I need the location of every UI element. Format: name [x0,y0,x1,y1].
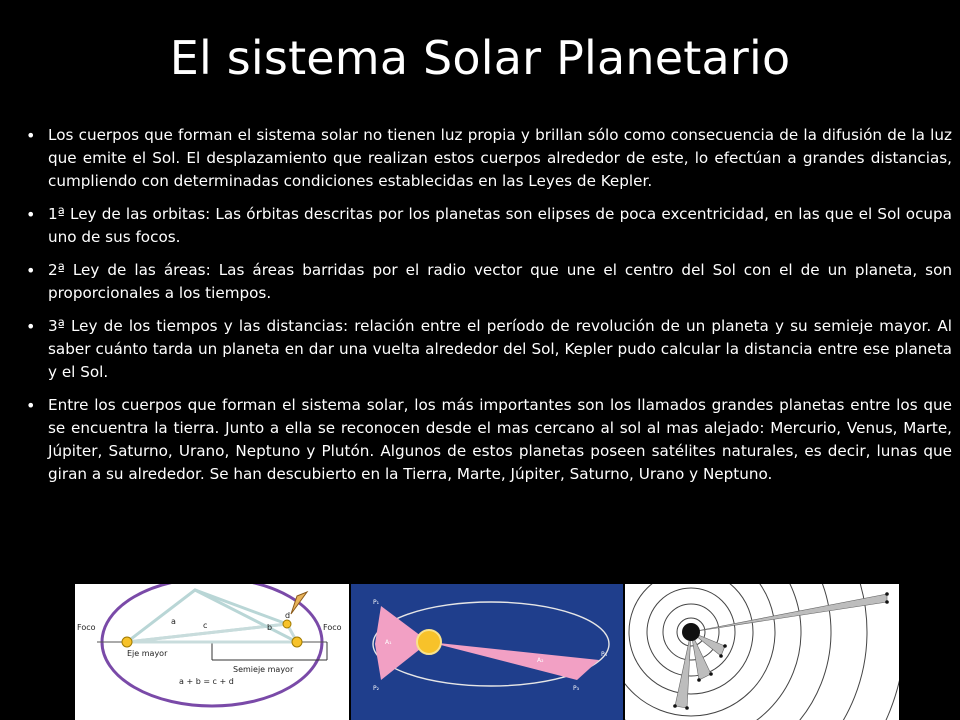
label-p1: P₁ [373,599,380,606]
slide-title: El sistema Solar Planetario [169,31,791,85]
equation-label: a + b = c + d [179,677,234,686]
label-semieje-mayor: Semieje mayor [233,665,294,674]
area-a2 [429,642,599,680]
bullet-text: 2ª Ley de las áreas: Las áreas barridas por el radio vector que une el centro del Sol con el de un planeta, son proporcionales a los tiempos. [48,261,952,302]
bullet-dot: • [26,126,36,145]
label-a: a [171,617,176,626]
bullet-text: Entre los cuerpos que forman el sistema solar, los más importantes son los llamados grandes planetas entre los que se encuentra la tierra. Junto a ella se reconocen desde el mas cercano al sol al mas alejado: Mercurio, Venus, Marte, Júpiter, Saturno, Urano, Neptuno y Plutón. Algunos de estos planetas poseen satélites naturales, es decir, lunas que giran a su alrededor. Se han descubierto en la Tierra, Marte, Júpiter, Saturno, Urano y Neptuno. [48,396,952,483]
label-foco-left: Foco [77,623,96,632]
focus-left-dot [122,637,132,647]
ellipse-diagram [75,584,349,720]
bullet-text: Los cuerpos que forman el sistema solar no tienen luz propia y brillan sólo como consecuencia de la difusión de la luz que emite el Sol. El desplazamiento que realizan estos cuerpos alrededor de este, lo efectúan a grandes distancias, cumpliendo con determinadas condiciones establecidas en las Leyes de Kepler. [48,126,952,190]
bullet-item [22,259,952,305]
label-a1: A₁ [385,639,392,646]
bullet-item [22,124,952,193]
bullet-text: 1ª Ley de las orbitas: Las órbitas descritas por los planetas son elipses de poca excentricidad, en las que el Sol ocupa uno de sus focos. [48,205,952,246]
first-law-ellipse-figure [75,584,349,720]
bullet-item [22,394,952,486]
bullet-item [22,315,952,384]
second-law-areas-figure [351,584,623,720]
bullet-text: 3ª Ley de los tiempos y las distancias: relación entre el período de revolución de un planeta y su semieje mayor. Al saber cuánto tarda un planeta en dar una vuelta alrededor del Sol, Kepler pudo calcular la distancia entre ese planeta y el Sol. [48,317,952,381]
planet-dot [283,620,291,628]
label-a2: A₂ [537,657,544,664]
label-d: d [285,611,291,620]
bullet-dot: • [26,317,36,336]
third-law-orbits-figure [625,584,899,720]
label-p4: P₄ [601,651,608,658]
bullet-item [22,203,952,249]
label-eje-mayor: Eje mayor [127,649,168,658]
label-b: b [267,623,273,632]
label-c: c [203,621,208,630]
pencil-icon [291,592,307,614]
bullet-dot: • [26,205,36,224]
central-sun [682,623,700,641]
bullet-dot: • [26,396,36,415]
line-b [195,590,297,642]
label-p2: P₂ [373,685,380,692]
label-foco-right: Foco [323,623,342,632]
label-p3: P₃ [573,685,580,692]
kepler-figures [75,584,899,720]
focus-right-dot [292,637,302,647]
bullet-list [22,124,952,496]
bullet-dot: • [26,261,36,280]
orbits-diagram [625,584,899,720]
sun-icon [417,630,441,654]
areas-diagram [351,584,623,720]
